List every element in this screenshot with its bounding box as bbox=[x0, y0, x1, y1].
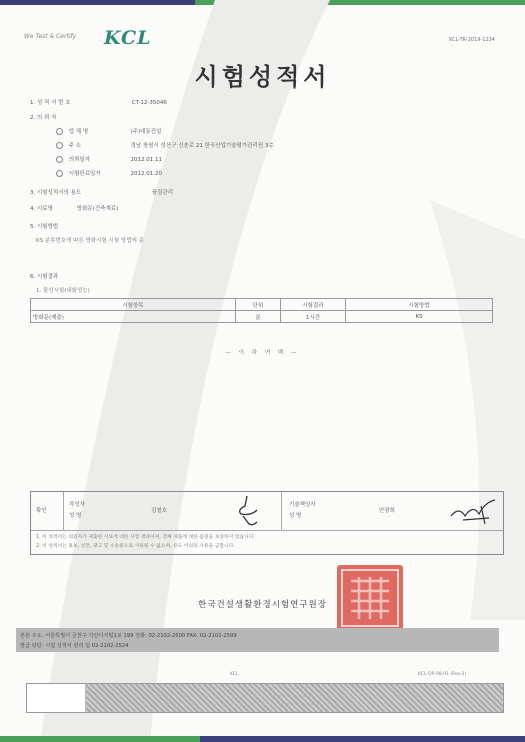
field-client bbox=[30, 113, 56, 121]
manager-role: 기술책임자 성 명 bbox=[289, 502, 316, 519]
field-label: 시험완료일자 bbox=[68, 171, 101, 177]
table-row bbox=[31, 311, 493, 323]
field-report-number bbox=[30, 98, 167, 106]
table-header-row bbox=[31, 299, 493, 311]
column-header: 시험방법 bbox=[346, 299, 493, 311]
page-title: 시험성적서 bbox=[194, 63, 331, 91]
address-band bbox=[16, 628, 499, 652]
author-role: 작성자 성 명 bbox=[69, 502, 85, 519]
field-value: (주)대동건설 bbox=[130, 129, 162, 135]
address-line-2: 발급 담당: 시험 성적서 관리 팀 02-2102-2524 bbox=[20, 643, 129, 649]
kcl-logo: KCL bbox=[104, 27, 152, 49]
field-purpose bbox=[30, 188, 173, 196]
note-1: 1. 이 성적서는 의뢰자가 제출한 시료에 대한 시험 결과이며, 전체 제품에 대한 품질을 보증하지 않습니다. bbox=[36, 535, 255, 540]
tagline: We Test & Certify bbox=[24, 33, 77, 40]
end-mark: — 이 하 여 백 — bbox=[225, 350, 300, 356]
field-label: 3. 시험성적서의 용도 bbox=[30, 190, 82, 196]
field-value: 2012.01.11 bbox=[130, 157, 162, 163]
signature-box bbox=[30, 491, 504, 555]
test-result-detail: 1. 물성시험(내화성능) bbox=[36, 288, 90, 294]
field-value: 경남 창원시 성산구 신촌로 21 한국산업기술평가관리원 3층 bbox=[130, 143, 274, 149]
manager-name: 안광희 bbox=[379, 508, 395, 514]
author-signature bbox=[227, 494, 267, 528]
bullet-icon bbox=[56, 128, 63, 135]
result-table bbox=[30, 298, 493, 323]
field-test-result bbox=[30, 272, 58, 280]
security-pattern-box bbox=[26, 683, 504, 713]
field-label: 4. 시료명 bbox=[30, 206, 53, 212]
field-company bbox=[56, 127, 161, 135]
column-header: 시험결과 bbox=[281, 299, 346, 311]
column-header: 시험항목 bbox=[31, 299, 236, 311]
issuer-name: 한국건설생활환경시험연구원장 bbox=[198, 600, 327, 610]
test-method-detail: KS 분류번호에 따른 방화시험 시험 방법에 준 bbox=[36, 238, 144, 244]
footer-code-left: KCL bbox=[230, 672, 239, 677]
bullet-icon bbox=[56, 170, 63, 177]
manager-signature bbox=[445, 494, 501, 528]
table-cell: 방화문(제출) bbox=[31, 311, 236, 323]
field-completion-date bbox=[56, 169, 162, 177]
address-line-1: 본원 주소: 서울특별시 금천구 가산디지털1로 199 전화: 02-2102-2500 FAX: 02-2102-2599 bbox=[20, 633, 237, 639]
table-cell: KS bbox=[346, 311, 493, 323]
field-sample-name bbox=[30, 204, 118, 212]
field-address bbox=[56, 141, 274, 149]
bullet-icon bbox=[56, 156, 63, 163]
field-value: 2012.01.20 bbox=[130, 171, 162, 177]
field-label: 6. 시험결과 bbox=[30, 274, 59, 280]
field-label: 1. 성 적 서 번 호 bbox=[30, 100, 71, 106]
field-request-date bbox=[56, 155, 162, 163]
bullet-icon bbox=[56, 142, 63, 149]
field-label: 주 소 bbox=[68, 143, 82, 149]
signature-row bbox=[31, 492, 503, 531]
field-label: 5. 시험방법 bbox=[30, 224, 59, 230]
confirm-label: 확인 bbox=[36, 508, 47, 514]
note-2: 2. 이 성적서는 홍보, 선전, 광고 및 소송용으로 사용될 수 없으며, 용도 이외의 사용을 금합니다. bbox=[36, 544, 235, 549]
document-number: KCL-TR-2019-1234 bbox=[449, 37, 495, 43]
footer-code-right: KCL-QP-08-01 (Rev.3) bbox=[418, 672, 467, 677]
field-label: 2. 의 뢰 자 bbox=[30, 115, 57, 121]
field-label: 의뢰일자 bbox=[68, 157, 91, 163]
column-header: 단위 bbox=[236, 299, 281, 311]
field-value: 품질관리 bbox=[151, 190, 174, 196]
table-cell: 1시간 bbox=[281, 311, 346, 323]
author-name: 김철호 bbox=[151, 508, 167, 514]
field-test-method bbox=[30, 222, 58, 230]
security-pattern bbox=[86, 684, 503, 712]
field-value: CT-12-35046 bbox=[131, 100, 167, 106]
field-value: 방화문(건축재료) bbox=[76, 206, 119, 212]
table-cell: 분 bbox=[236, 311, 281, 323]
field-label: 업 체 명 bbox=[68, 129, 89, 135]
bottom-color-band bbox=[0, 736, 525, 742]
